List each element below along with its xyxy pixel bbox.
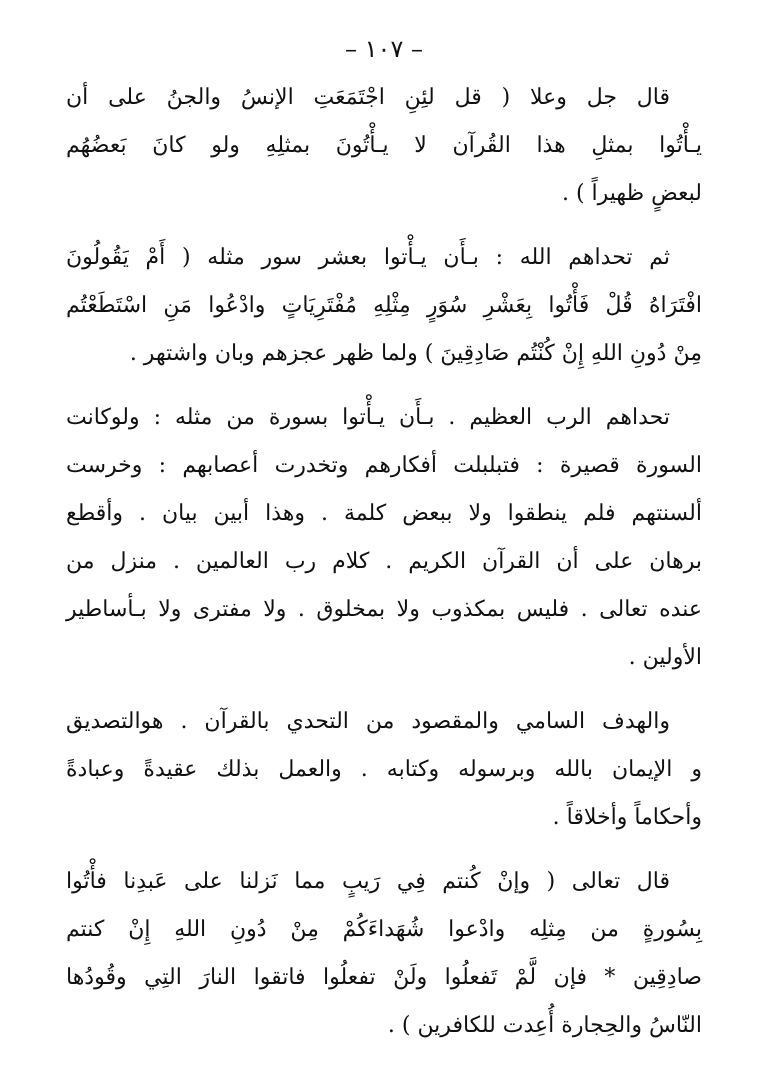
text-line: النّاسُ والحِجارة أُعِدت للكافرين ) . — [387, 1013, 702, 1038]
text-line: برهان على أن القرآن الكريم . كلام رب العالمين . منزل من — [66, 549, 702, 574]
text-line: صادِقِين * فإن لَّمْ تَفعلُوا ولَنْ تفعلُوا فاتقوا النارَ التِي وقُودُها — [66, 965, 702, 990]
paragraph-3 — [66, 394, 702, 682]
paragraph-1 — [66, 74, 702, 218]
text-line: وأحكاماً وأخلاقاً . — [552, 805, 702, 830]
text-line: مِنْ دُونِ اللهِ إِنْ كُنْتُم صَادِقِينَ ) ولما ظهر عجزهم وبان واشتهر . — [129, 341, 702, 366]
text-line: قال جل وعلا ( قل لئِنِ اجْتَمَعَتِ الإنسُ والجنُ على أن — [66, 85, 670, 110]
text-line: ثم تحداهم الله : بـأَن يـأْتوا بعشر سور مثله ( أَمْ يَقُولُونَ — [66, 245, 670, 270]
paragraph-5 — [66, 858, 702, 1050]
text-line: السورة قصيرة : فتبلبلت أفكارهم وتخدرت أعصابهم : وخرست — [66, 453, 702, 478]
text-line: عنده تعالى . فليس بمكذوب ولا بمخلوق . ولا مفترى ولا بـأساطير — [66, 597, 702, 622]
text-line: الأولين . — [628, 645, 702, 670]
text-line: بِسُورةٍ من مِثلِه وادْعوا شُهَداءَكُمْ مِنْ دُونِ اللهِ إِنْ كنتم — [66, 917, 702, 942]
paragraph-2 — [66, 234, 702, 378]
text-line: قال تعالى ( وإنْ كُنتم فِي رَيبٍ مما نَزلنا على عَبدِنا فأْتُوا — [66, 869, 670, 894]
text-line: يـأْتُوا بمثلِ هذا القُرآن لا يـأْتُونَ بمثلِهِ ولو كانَ بَعضُهُم — [66, 133, 702, 158]
text-line: لبعضٍ ظهيراً ) . — [561, 181, 702, 206]
page-number: – ١٠٧ – — [345, 35, 423, 63]
text-line: ألسنتهم فلم ينطقوا ولا ببعض كلمة . وهذا أبين بيان . وأقطع — [66, 501, 702, 526]
text-line: افْتَرَاهُ قُلْ فَأْتُوا بِعَشْرِ سُوَرٍ مِثْلِهِ مُفْتَرِيَاتٍ وادْعُوا مَنِ اسْتَطَعْتُم — [66, 293, 702, 318]
text-line: والهدف السامي والمقصود من التحدي بالقرآن . هوالتصديق — [66, 709, 670, 734]
text-line: و الإيمان بالله وبرسوله وكتابه . والعمل بذلك عقيدةً وعبادةً — [66, 757, 702, 782]
text-line: تحداهم الرب العظيم . بـأَن يـأْتوا بسورة من مثله : ولوكانت — [66, 405, 670, 430]
paragraph-4 — [66, 698, 702, 842]
